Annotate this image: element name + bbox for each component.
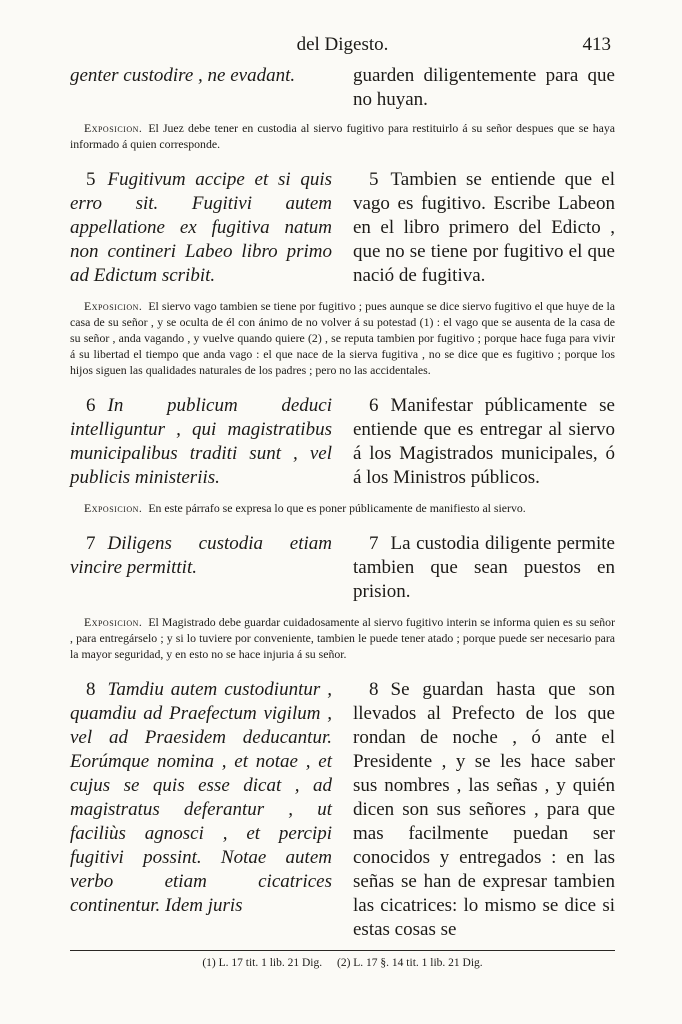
paragraph-number: 6 [369,395,379,416]
exposicion-label: Exposicion. [84,299,143,313]
exposicion-label: Exposicion. [84,501,143,515]
exposicion-label: Exposicion. [84,615,143,629]
latin-text: 8 Tamdiu autem custodiuntur , quamdiu ad Praefectum vigilum , vel ad Praesidem deducantur. Eorúmque nomina , et notae , et cujus se quis esse dicat , ad magistratus deferantur , ut faciliùs agnosci , et percipi fugitivi possint. Notae autem verbo etiam cicatrices continentur. Idem juris [70,679,332,916]
text-block [70,64,615,112]
paragraph-number: 8 [86,679,96,700]
latin-text: 6 In publicum deduci intelliguntur , qui magistratibus municipalibus traditi sunt , vel publicis ministeriis. [70,395,332,488]
latin-text: 5 Fugitivum accipe et si quis erro sit. Fugitivi autem appellatione ex fugitiva natum non contineri Labeo libro primo ad Edictum scribit. [70,169,332,286]
spanish-text: 5 Tambien se entiende que el vago es fugitivo. Escribe Labeon en el libro primero del Edicto , que no se tiene por fugitivo el que nació de fugitiva. [353,169,615,286]
paragraph-number: 8 [369,679,379,700]
spanish-text: 6 Manifestar públicamente se entiende que es entregar al siervo á los Magistrados municipales, ó á los Ministros públicos. [353,395,615,488]
text-block [70,394,615,490]
spanish-text: guarden diligentemente para que no huyan. [353,65,615,110]
paragraph-number: 5 [369,169,379,190]
spanish-text: 8 Se guardan hasta que son llevados al Prefecto de los que rondan de noche , ó ante el Presidente , y se les hace saber sus nombres , las señas , y quién dicen son sus señores , para que mas facilmente puedan ser conocidos y entregados : en las señas se han de expresar tambien las cicatrices: lo mismo se dice si estas cosas se [353,679,615,940]
paragraph-number: 7 [86,533,96,554]
page-header [70,34,615,64]
paragraph-number: 7 [369,533,379,554]
text-block [70,532,615,604]
text-block [70,168,615,288]
running-title: del Digesto. [296,34,389,55]
text-block [70,678,615,942]
exposicion-paragraph [70,120,615,152]
latin-text: 7 Diligens custodia etiam vincire permittit. [70,533,332,578]
exposicion-text: El Magistrado debe guardar cuidadosamente al siervo fugitivo interin se informa quien es su señor , para entregárselo ; y si lo tuviere por conveniente, tambien le puede tener atado ; porque puede ser necesario para la mayor seguridad, y en esto no se hace injuria á su señor. [70,615,615,661]
exposicion-paragraph [70,298,615,378]
page-number: 413 [582,34,611,55]
exposicion-label: Exposicion. [84,121,143,135]
footnote: (2) L. 17 §. 14 tit. 1 lib. 21 Dig. [337,957,483,969]
footnote-rule [70,950,615,951]
exposicion-text: El Juez debe tener en custodia al siervo fugitivo para restituirlo á su señor despues que se haya informado á quien corresponde. [70,121,615,151]
paragraph-number: 6 [86,395,96,416]
paragraph-number: 5 [86,169,96,190]
exposicion-text: En este párrafo se expresa lo que es poner públicamente de manifiesto al siervo. [148,501,526,515]
latin-text: genter custodire , ne evadant. [70,65,296,86]
exposicion-text: El siervo vago tambien se tiene por fugitivo ; pues aunque se dice siervo fugitivo el que huye de la casa de su señor , y se oculta de él con ánimo de no volver á su potestad (1) : el vago que se ausenta de la casa de su señor , anda vagando , y vuelve quando quiere (2) , se reputa tambien por fugitivo ; porque hace fuga para vivir á su libertad el tiempo que anda vago : el que nace de la sierva fugitiva , no se dice que es fugitivo ; porque los hijos siguen las qualidades naturales de los padres ; pero no las accidentales. [70,299,615,377]
exposicion-paragraph [70,500,615,516]
document-page [70,34,615,969]
footnote: (1) L. 17 tit. 1 lib. 21 Dig. [202,957,323,969]
exposicion-paragraph [70,614,615,662]
footnotes [70,957,615,969]
spanish-text: 7 La custodia diligente permite tambien que sean puestos en prision. [353,533,615,602]
